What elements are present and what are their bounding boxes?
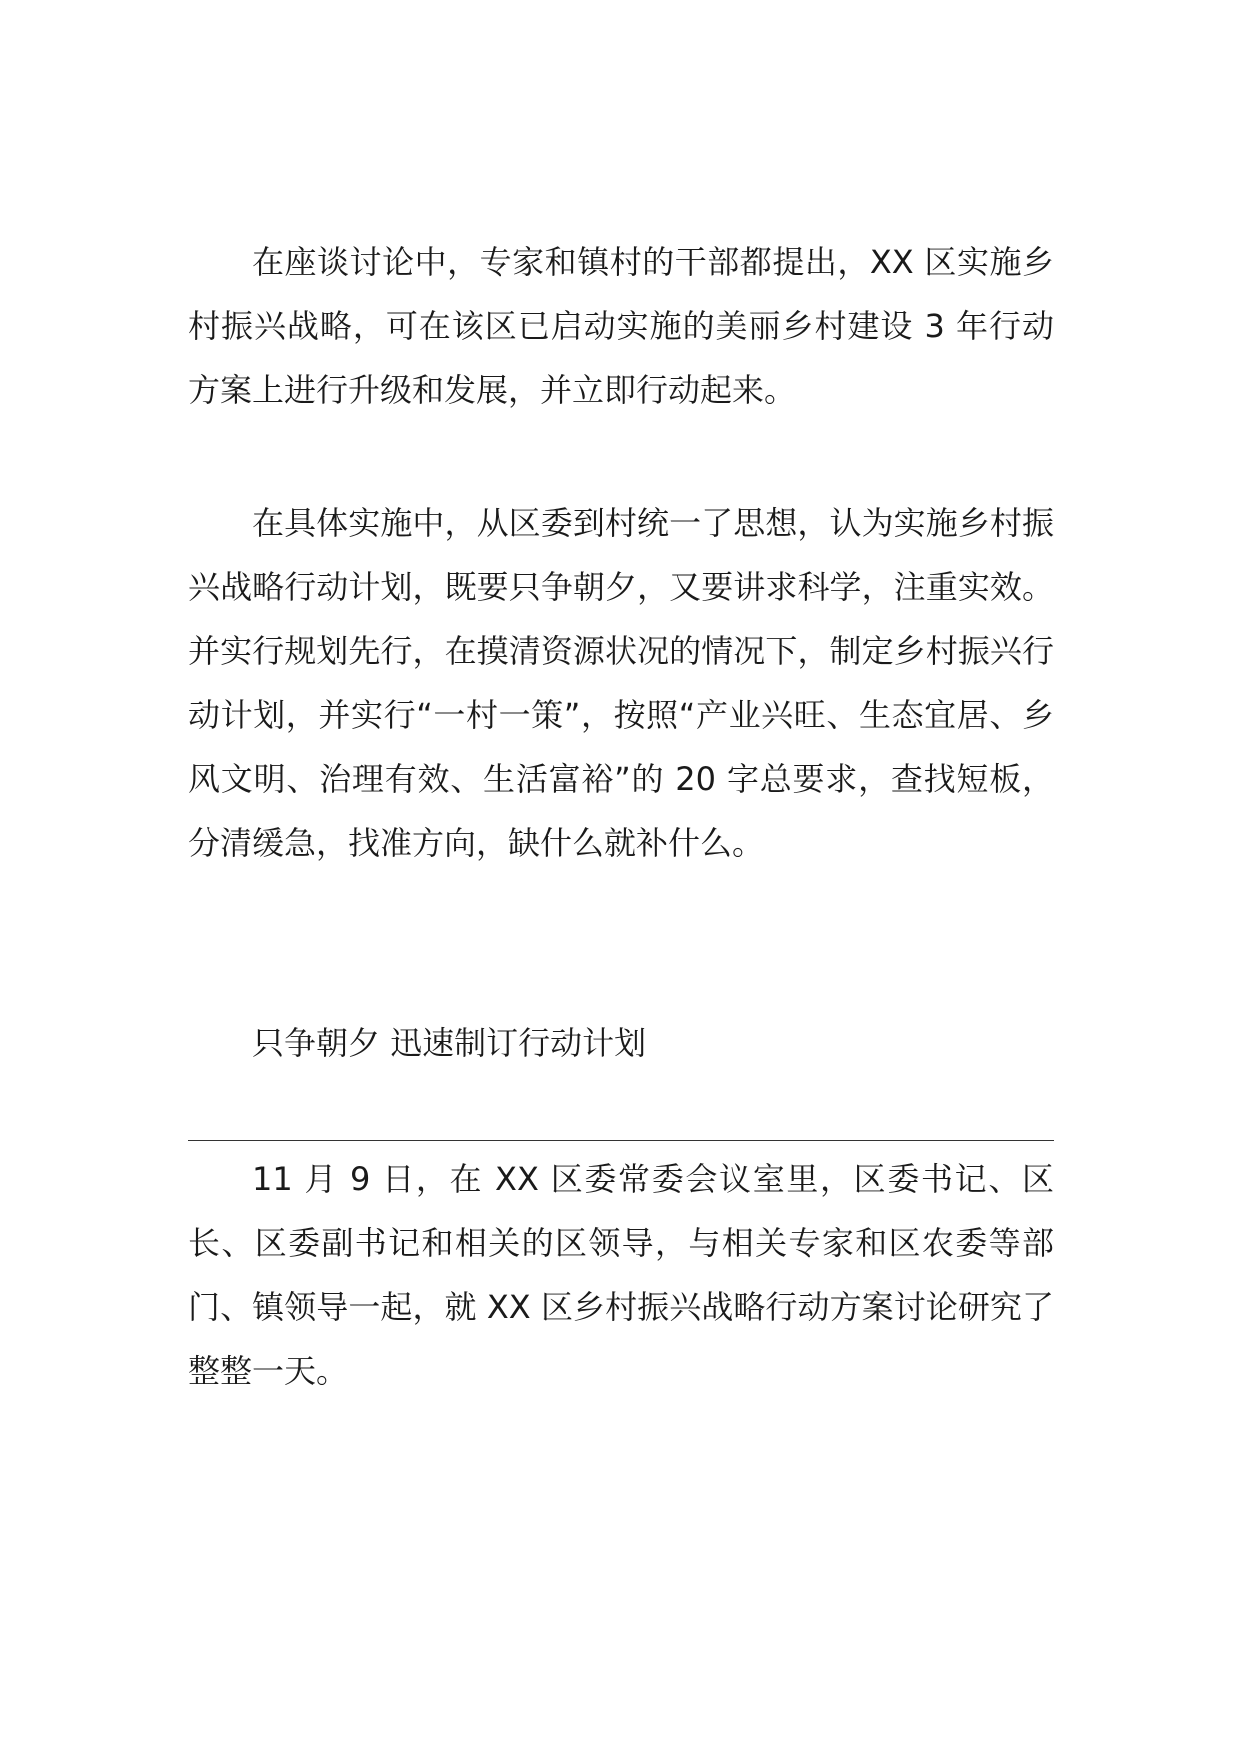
paragraph-meeting: 11 月 9 日，在 XX 区委常委会议室里，区委书记、区长、区委副书记和相关的区领导，与相关专家和区农委等部门、镇领导一起，就 XX 区乡村振兴战略行动方案讨论研究了整整一天。 (188, 1160, 1054, 1390)
paragraph-discussion: 在座谈讨论中，专家和镇村的干部都提出，XX 区实施乡村振兴战略，可在该区已启动实施的美丽乡村建设 3 年行动方案上进行升级和发展，并立即行动起来。 (188, 243, 1054, 409)
section-heading: 只争朝夕 迅速制订行动计划 (252, 1024, 647, 1062)
section-divider (188, 1140, 1054, 1141)
paragraph-implementation: 在具体实施中，从区委到村统一了思想，认为实施乡村振兴战略行动计划，既要只争朝夕，又要讲求科学，注重实效。并实行规划先行，在摸清资源状况的情况下，制定乡村振兴行动计划，并实行“一村一策”，按照“产业兴旺、生态宜居、乡风文明、治理有效、生活富裕”的 20 字总要求，查找短板，分清缓急，找准方向，缺什么就补什么。 (188, 504, 1054, 862)
